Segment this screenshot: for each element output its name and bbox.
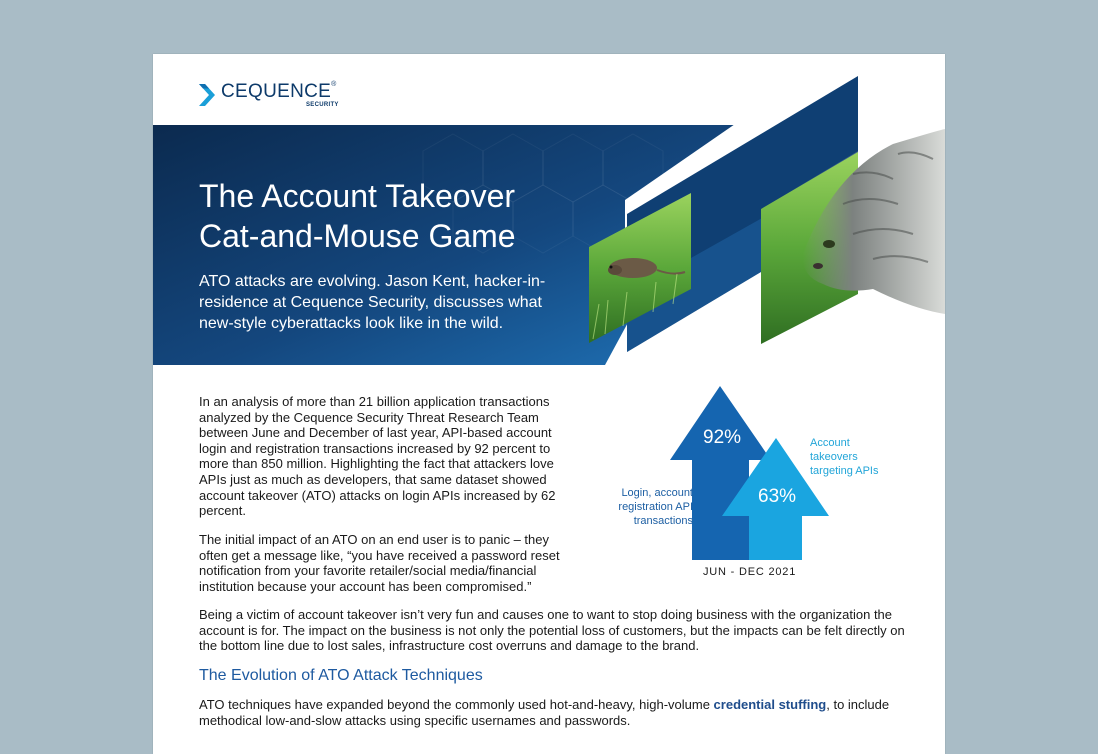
login-label: Login, account registration API transactions [618,487,693,527]
section-heading: The Evolution of ATO Attack Techniques [199,667,483,684]
hero-subtitle: ATO attacks are evolving. Jason Kent, hacker-in-residence at Cequence Security, discusses what new-style cyberattacks look like in the wild. [199,273,546,332]
paragraph-intro: In an analysis of more than 21 billion application transactions analyzed by the Cequence Security Threat Research Team between June and December of last year, API-based account login and registration transactions increased by 92 percent to more than 850 million. Highlighting the fact that attackers love APIs just as much as developers, that same dataset showed account takeover (ATO) attacks on login APIs increased by 62 percent. [199,394,556,519]
page-title [199,176,619,256]
brand-wordmark: CEQUENCE® [221,81,337,102]
period-label: JUN - DEC 2021 [703,566,797,578]
ato-label: Account takeovers targeting APIs [810,437,879,477]
techniques-text-after: , to include methodical low-and-slow attacks using specific usernames and passwords. [199,697,890,728]
ato-percent: 63% [758,486,797,507]
paragraph-techniques [199,697,905,728]
brand-tagline: SECURITY [306,102,339,108]
login-percent: 92% [703,427,742,448]
title-line-2: Cat-and-Mouse Game [199,218,516,254]
credential-stuffing-link[interactable]: credential stuffing [713,697,827,712]
paragraph-business-impact: Being a victim of account takeover isn’t very fun and causes one to want to stop doing business with the organization the account is for. The impact on the business is not only the potential loss of customers, but the impacts can be felt directly on the bottom line due to lost sales, infrastructure cost overruns and damage to the brand. [199,607,905,654]
paragraph-impact: The initial impact of an ATO on an end user is to panic – they often get a message like, “you have received a password reset notification from your favorite retailer/social media/financial institution because your account has been compromised.” [199,532,560,594]
cequence-chevron-icon [199,82,219,108]
techniques-text-before: ATO techniques have expanded beyond the commonly used hot-and-heavy, high-volume [199,697,714,712]
ato-growth-infographic [593,382,893,582]
document-page [153,54,945,754]
title-line-1: The Account Takeover [199,178,516,214]
